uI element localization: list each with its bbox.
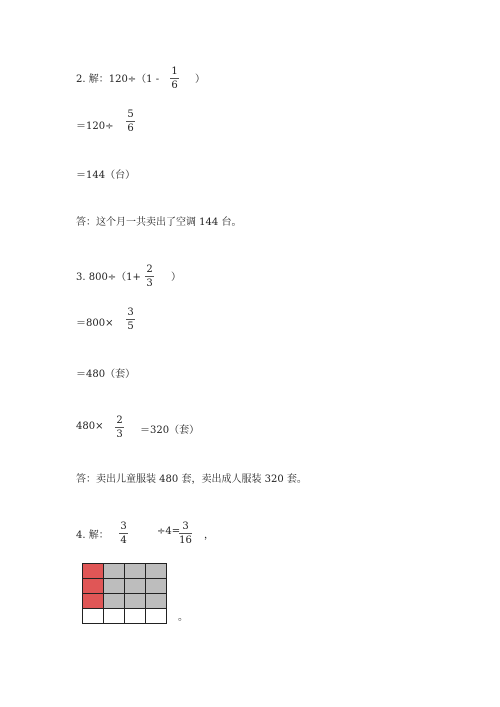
q3-line1-text: 3. 800÷（1+ <box>76 272 141 283</box>
fraction-numerator: 5 <box>127 109 134 120</box>
q3-line1-close: ） <box>171 272 181 283</box>
q2-answer: 答：这个月一共卖出了空调 144 台。 <box>76 217 242 228</box>
fraction-denominator: 6 <box>171 80 178 91</box>
fraction-denominator: 4 <box>120 535 127 546</box>
q2-line1-fraction <box>170 66 179 91</box>
q3-line1-fraction <box>145 264 154 289</box>
q4-period: 。 <box>178 612 188 623</box>
fraction-bar <box>179 533 192 534</box>
q4-label: 4. 解： <box>76 530 109 541</box>
fraction-grid-diagram <box>82 563 167 624</box>
grid-cell-white <box>125 609 146 624</box>
fraction-bar <box>126 121 135 122</box>
q3-line2-fraction <box>126 307 135 332</box>
grid-row <box>83 564 167 579</box>
grid-cell-gray <box>125 564 146 579</box>
fraction-bar <box>170 78 179 79</box>
grid-cell-gray <box>125 594 146 609</box>
q2-line2-text: ＝120÷ <box>76 121 114 132</box>
fraction-numerator: 3 <box>127 307 134 318</box>
q3-line3-text: ＝480（套） <box>76 369 136 380</box>
q2-line1-text: 2. 解：120÷（1 - <box>76 74 160 85</box>
grid-cell-red <box>83 594 104 609</box>
grid-cell-white <box>146 609 167 624</box>
q3-line4-text: 480× <box>76 421 104 432</box>
grid-row <box>83 579 167 594</box>
grid-cell-white <box>83 609 104 624</box>
grid-cell-gray <box>104 564 125 579</box>
fraction-denominator: 5 <box>127 321 134 332</box>
fraction-bar <box>119 533 128 534</box>
fraction-bar <box>126 319 135 320</box>
q4-operator: ÷4= <box>157 526 181 537</box>
grid-table <box>82 563 167 624</box>
fraction-denominator: 6 <box>127 123 134 134</box>
q3-line4-fraction <box>115 415 124 440</box>
grid-cell-white <box>104 609 125 624</box>
grid-cell-gray <box>146 579 167 594</box>
q2-line3-text: ＝144（台） <box>76 170 136 181</box>
fraction-bar <box>145 276 154 277</box>
fraction-denominator: 16 <box>179 535 192 546</box>
fraction-numerator: 1 <box>171 66 178 77</box>
q4-fraction-2 <box>179 521 192 546</box>
fraction-numerator: 3 <box>182 521 189 532</box>
grid-cell-gray <box>146 564 167 579</box>
fraction-numerator: 3 <box>120 521 127 532</box>
q3-line4-result: ＝320（套） <box>140 425 200 436</box>
q3-line2-text: ＝800× <box>76 318 114 329</box>
fraction-denominator: 3 <box>116 429 123 440</box>
grid-cell-red <box>83 564 104 579</box>
q2-line2-fraction <box>126 109 135 134</box>
fraction-denominator: 3 <box>146 278 153 289</box>
grid-row <box>83 594 167 609</box>
q4-comma: ， <box>204 530 214 541</box>
fraction-numerator: 2 <box>116 415 123 426</box>
q3-answer: 答：卖出儿童服装 480 套，卖出成人服装 320 套。 <box>76 474 307 485</box>
fraction-numerator: 2 <box>146 264 153 275</box>
fraction-bar <box>115 427 124 428</box>
grid-cell-gray <box>104 579 125 594</box>
grid-row <box>83 609 167 624</box>
grid-cell-gray <box>146 594 167 609</box>
grid-cell-gray <box>125 579 146 594</box>
grid-cell-gray <box>104 594 125 609</box>
q2-line1-close: ） <box>195 74 205 85</box>
q4-fraction-1 <box>119 521 128 546</box>
grid-cell-red <box>83 579 104 594</box>
